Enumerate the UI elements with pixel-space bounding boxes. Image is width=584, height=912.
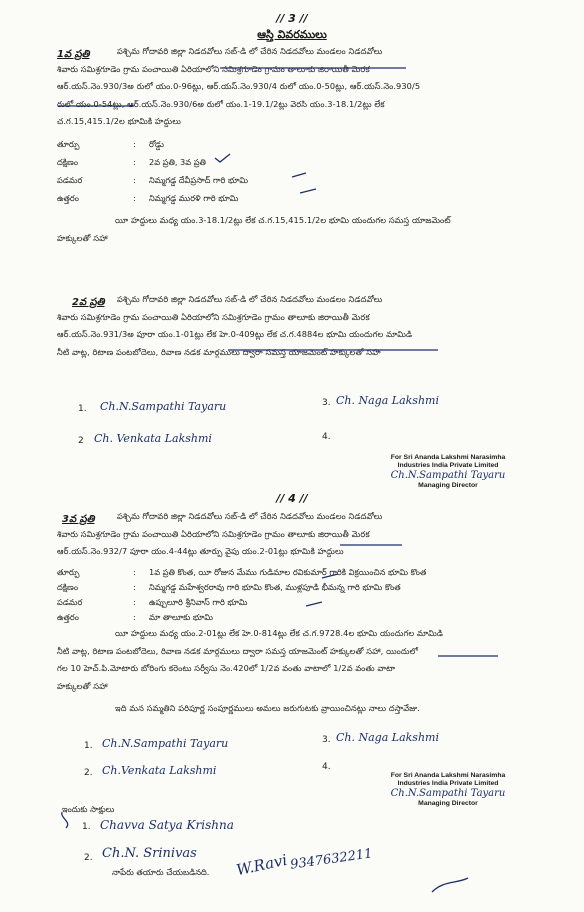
boundary-value: నిమ్మగడ్డ మురళి గారి భూమి [149,193,239,203]
pen-stroke [62,812,68,828]
boundary-colon: : [133,193,136,203]
phone-number: 9347632211 [289,846,374,873]
boundary-colon: : [133,582,136,592]
witness-caption: నాపేరు తయారు చేయబడినది. [112,867,210,877]
witness-number: 1. [84,741,93,751]
page-number-4: // 4 // [276,492,308,505]
tick-mark [215,154,230,162]
boundary-value: నిమ్మగడ్డ దేవీప్రసాద్ గారి భూమి [149,175,249,185]
md-signature: Ch.N.Sampathi Tayaru [390,470,506,481]
item2-line: పశ్చిమ గోదావరి జిల్లా నిడదవోలు సబ్-డి లో చేరిన నిడదవోలు మండలం నిడదవోలు [117,294,383,304]
witness-number: 3. [322,398,331,408]
item3-line: పశ్చిమ గోదావరి జిల్లా నిడదవోలు సబ్-డి లో చేరిన నిడదవోలు మండలం నిడదవోలు [117,511,383,521]
boundary-value: నిమ్మగడ్డ మహేశ్వరరావు గారి భూమి కొంత, ముళ్లపూడి భీమన్న గారి భూమి కొంత [149,582,401,592]
signature-naga-lakshmi: Ch. Naga Lakshmi [336,731,439,744]
boundary-colon: : [133,612,136,622]
section-heading: ఆస్తి వివరములు [257,28,327,41]
boundary-direction: ఉత్తరం [57,612,79,622]
boundary-colon: : [133,597,136,607]
pen-stroke [432,878,468,892]
witnesses-label: ఇందుకు సాక్షులు [62,804,115,814]
witness-number: 4. [322,432,331,442]
item3-line: శివారు సమిశ్రగూడెం గ్రామ పంచాయితి ఏరియాలోని సమిశ్రగూడెం గ్రామం తాలూకు జిరాయితీ మెరక [57,528,370,539]
witness-number: 2 [78,436,84,446]
company-name-line: Industries India Private Limited [397,462,499,469]
boundary-value: మా తాలూకు భూమి [149,612,213,622]
signature-venkata-lakshmi: Ch.Venkata Lakshmi [102,764,217,777]
boundary-value: రోడ్డు [149,139,164,149]
company-name-line: Industries India Private Limited [397,780,499,787]
boundary-direction: తూర్పు [57,567,80,577]
witness-number: 1. [78,404,87,414]
boundary-direction: ఉత్తరం [57,193,79,203]
item3-close-line: హక్కులతో సహా [57,680,108,691]
item3-close-line: యీ హద్దులు మధ్య యం.2-01ట్లు లేక హె.0-814ట్లు లేక చ.గ.9728.4ల భూమి యందుగల మామిడి [115,628,444,638]
item1-line: ఆర్.యస్.నెం.930/3అ రులో యం.0-96ట్లు, ఆర్.యస్.నెం.930/4 రులో యం.0-50ట్లు, ఆర్.యస్.నెం.930/5 [57,81,421,92]
md-signature: Ch.N.Sampathi Tayaru [390,788,506,799]
boundary-colon: : [133,567,136,577]
signature-sampathi: Ch.N.Sampathi Tayaru [100,400,227,413]
tick-mark [322,574,338,578]
item3-close-line: గల 10 హెచ్.పి.మోటారు బోరింగు కరెంటు సర్వీసు నెం.420లో 1/2వ వంతు వాటాలో 1/2వ వంతు వాటా [57,663,396,674]
company-name-line: For Sri Ananda Lakshmi Narasimha [390,454,506,461]
md-title: Managing Director [418,800,478,807]
boundary-direction: దక్షిణం [57,157,78,167]
item1-line: శివారు సమిశ్రగూడెం గ్రామ పంచాయితి ఏరియాలోని సమిశ్రగూడెం గ్రామం తాలూకు జిరాయితీ మెరక [57,63,370,74]
signature-sampathi: Ch.N.Sampathi Tayaru [102,737,229,750]
tick-mark [300,189,316,193]
closing-statement: ఇది మన సమ్మతిని పరిపూర్ణ సంపూర్ణములు అమలు జరుగుటకు వ్రాయించినట్లు నాలు దస్తావేజు. [115,703,420,713]
boundary-value: ఉప్పులూరి శ్రీనివాస్ గారి భూమి [149,597,248,607]
item2-label: 2వ ప్రతి [72,297,105,308]
item3-close-line: నీటి వాట్ల, రిటాణ పంటబోదెలు, రివాణ నడక మార్గములు ద్వారా సమస్త యాజమెంట్ హక్కులతో సహా, యిందులో [57,645,419,656]
item3-label: 3వ ప్రతి [62,514,95,525]
boundary-direction: తూర్పు [57,139,80,149]
item2-line: నీటి వాట్ల, రిటాణ పంటబోదెలు, రివాణ నడక మార్గములు ద్వారా సమస్త యాజమెంట్ హక్కులతో సహా [57,346,381,357]
item3-line: ఆర్.యస్.నెం.932/7 పూరా యం.4-44ట్లు తూర్పు వైపు యం.2-01ట్లు భూమికి హద్దులు [57,546,344,557]
tick-mark [306,602,322,606]
signature-initial: W.Ravi [234,850,289,880]
item2-line: శివారు సమిశ్రగూడెం గ్రామ పంచాయితి ఏరియాలోని సమిశ్రగూడెం గ్రామం తాలూకు జిరాయితీ మెరక [57,311,370,322]
item1-close-line: యీ హద్దులు మధ్య యం.3-18.1/2ట్లు లేక చ.గ.15,415.1/2ల భూమి యందుగల సమస్త యాజమెంట్ [115,215,451,225]
item1-label: 1వ ప్రతి [57,49,90,60]
boundary-direction: దక్షిణం [57,582,78,592]
item1-close-line: హక్కులతో సహా [57,232,108,243]
boundary-direction: పడమర [57,597,83,607]
page-number-3: // 3 // [276,12,308,25]
signature-venkata-lakshmi: Ch. Venkata Lakshmi [94,432,212,445]
md-title: Managing Director [418,482,478,489]
tick-mark [292,173,306,177]
item2-line: ఆర్.యస్.నెం.931/3అ పూరా యం.1-01ట్లు లేక హె.0-409ట్లు లేక చ.గ.4884ల భూమి యందుగల మామిడి [57,329,413,340]
witness-number: 2. [84,853,93,863]
boundary-colon: : [133,175,136,185]
witness-number: 1. [82,822,91,832]
boundary-colon: : [133,157,136,167]
signature-srinivas: Ch.N. Srinivas [102,846,197,861]
item1-line: రులో యం.0-54ట్లు, ఆర్.యస్.నెం.930/6అ రులో యం.1-19.1/2ట్లు వెరసి యం.3-18.1/2ట్లు లేక [57,98,385,109]
witness-number: 3. [322,735,331,745]
witness-number: 2. [84,768,93,778]
item1-line: చ.గ.15,415.1/2ల భూమికి హద్దులు [57,116,181,127]
signature-naga-lakshmi: Ch. Naga Lakshmi [336,394,439,407]
boundary-value: 2వ ప్రతి, 3వ ప్రతి [149,157,206,167]
boundary-colon: : [133,139,136,149]
item1-line: పశ్చిమ గోదావరి జిల్లా నిడదవోలు సబ్-డి లో చేరిన నిడదవోలు మండలం నిడదవోలు [117,46,383,56]
boundary-direction: పడమర [57,175,83,185]
signature-satya-krishna: Chavva Satya Krishna [100,818,234,832]
boundary-value: 1వ ప్రతి కొంత, యీ రోజున మేము గుడిమాల రవికుమార్ గారికి విక్రయించిన భూమి కొంత [149,567,427,577]
company-name-line: For Sri Ananda Lakshmi Narasimha [390,772,506,779]
witness-number: 4. [322,762,331,772]
